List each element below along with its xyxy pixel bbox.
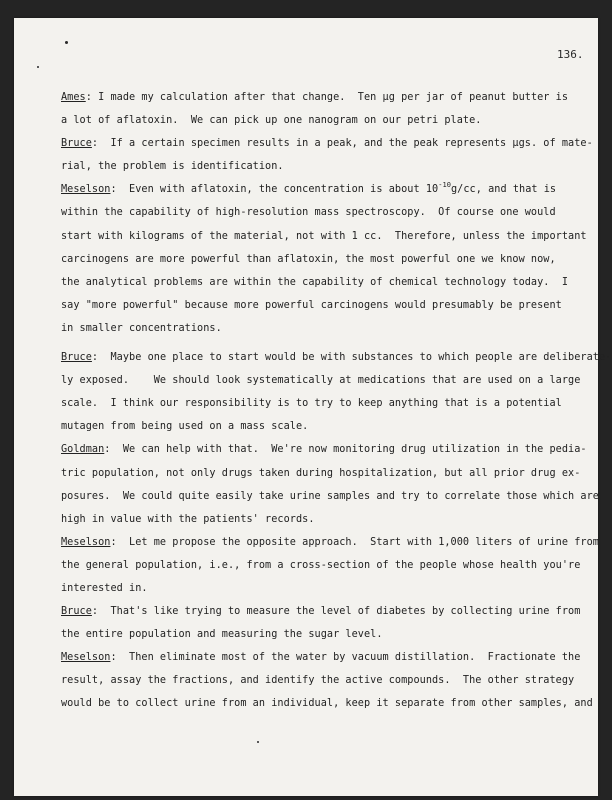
speaker-name: Bruce (61, 352, 92, 364)
text-line: tric population, not only drugs taken during hospitalization, but all prior drug ex- (61, 467, 581, 479)
text-line: the entire population and measuring the sugar level. (61, 629, 383, 641)
text-line (61, 534, 599, 557)
stray-mark (65, 41, 68, 44)
text-line: result, assay the fractions, and identify the active compounds. The other strategy (61, 675, 575, 687)
line-text: g/cc, and that is (451, 184, 557, 196)
paragraph (61, 603, 581, 649)
exponent: -10 (438, 181, 451, 190)
paragraph (61, 349, 612, 441)
paragraph (61, 649, 593, 718)
text-line: rial, the problem is identification. (61, 161, 284, 173)
text-line: in smaller concentrations. (61, 322, 222, 334)
paragraph (61, 89, 581, 135)
text-line (61, 181, 581, 204)
text-line: the general population, i.e., from a cross-section of the people whose health you're (61, 559, 581, 571)
transcript-body (61, 89, 612, 719)
stray-mark (37, 66, 39, 68)
line-text: : Maybe one place to start would be with substances to which people are deliberate- (91, 352, 612, 364)
text-line: the analytical problems are within the capability of chemical technology today. I (61, 276, 569, 288)
speaker-name: Meselson (61, 536, 111, 548)
paragraph (61, 441, 599, 533)
paragraph (61, 181, 587, 343)
speaker-name: Bruce (61, 606, 92, 618)
speaker-name: Ames (61, 92, 86, 103)
text-line (61, 135, 593, 158)
text-line: high in value with the patients' records. (61, 513, 315, 525)
line-text: : If a certain specimen results in a peak, and the peak represents μgs. of mate- (91, 138, 593, 150)
line-text: : We can help with that. We're now monitoring drug utilization in the pedia- (104, 444, 587, 456)
line-text: : I made my calculation after that change. Ten μg per jar of peanut butter is (85, 92, 569, 103)
text-line (61, 89, 581, 112)
text-line: would be to collect urine from an individual, keep it separate from other samples, and (61, 698, 593, 710)
text-line: say "more powerful" because more powerful carcinogens would presumably be present (61, 299, 562, 311)
text-line: scale. I think our responsibility is to try to keep anything that is a potential (61, 398, 562, 410)
text-line: carcinogens are more powerful than aflatoxin, the most powerful one we know now, (61, 253, 556, 265)
line-text: : Let me propose the opposite approach. Start with 1,000 liters of urine from (110, 536, 599, 548)
text-line: within the capability of high-resolution mass spectroscopy. Of course one would (61, 207, 556, 219)
text-line: start with kilograms of the material, not with 1 cc. Therefore, unless the important (61, 230, 587, 242)
text-line (61, 349, 612, 372)
text-line: a lot of aflatoxin. We can pick up one nanogram on our petri plate. (61, 115, 482, 127)
text-line: mutagen from being used on a mass scale. (61, 421, 309, 433)
line-text: : Then eliminate most of the water by vacuum distillation. Fractionate the (110, 652, 581, 664)
speaker-name: Meselson (61, 184, 111, 196)
line-text: : That's like trying to measure the level of diabetes by collecting urine from (91, 606, 581, 618)
line-text: : Even with aflatoxin, the concentration is about 10 (110, 184, 439, 196)
paragraph (61, 534, 599, 603)
paragraph (61, 135, 593, 181)
speaker-name: Bruce (61, 138, 92, 150)
speaker-name: Goldman (61, 444, 105, 456)
text-line: ly exposed. We should look systematically at medications that are used on a large (61, 375, 581, 387)
text-line: interested in. (61, 582, 148, 594)
text-line (61, 441, 587, 464)
speaker-name: Meselson (61, 652, 111, 664)
text-line (61, 603, 581, 626)
text-line: posures. We could quite easily take urine samples and try to correlate those which are (61, 490, 599, 502)
stray-mark (257, 741, 259, 743)
page-number: 136. (557, 48, 584, 61)
text-line (61, 649, 581, 672)
